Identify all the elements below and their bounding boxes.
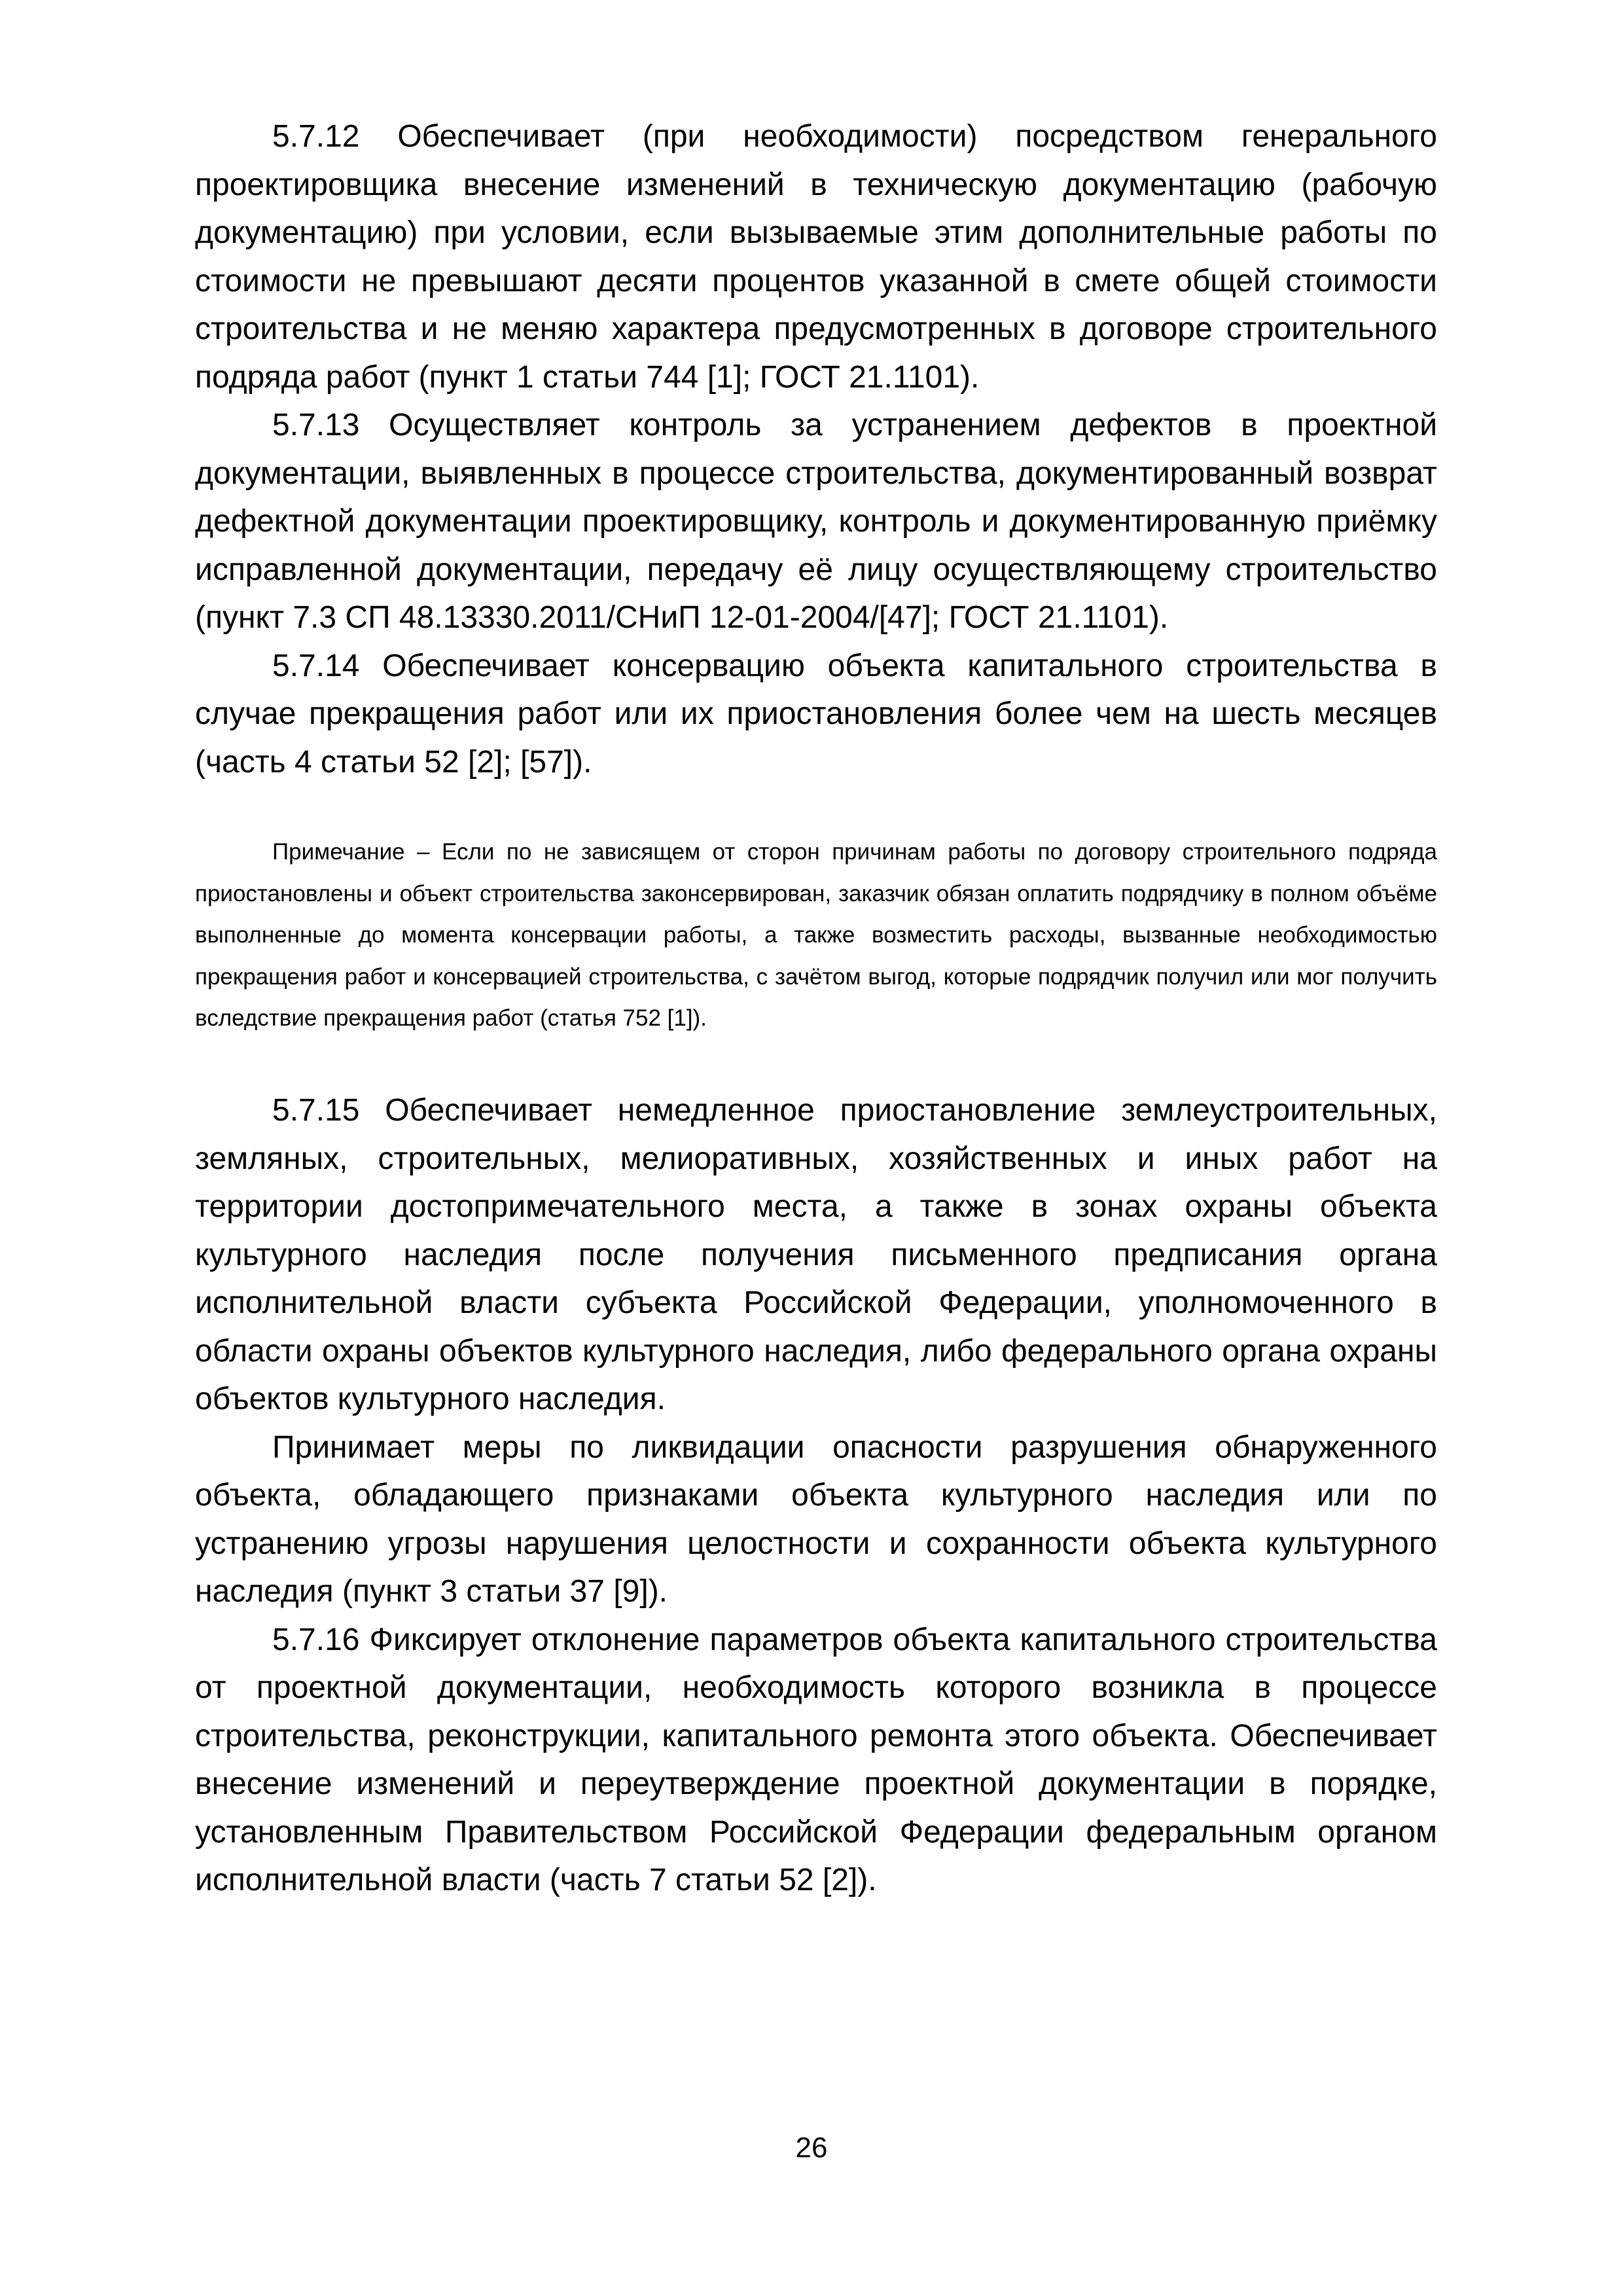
section-5-7-15-16 <box>195 1086 1437 1905</box>
section-5-7-12-13-14 <box>195 113 1437 786</box>
paragraph-5-7-15: 5.7.15 Обеспечивает немедленное приостановление землеустроительных, земляных, строительных, мелиоративных, хозяйственных и иных работ на территории достопримечательного места, а также в зонах охраны объекта культурного наследия после получения письменного предписания органа исполнительной власти субъекта Российской Федерации, уполномоченного в области охраны объектов культурного наследия, либо федерального органа охраны объектов культурного наследия. <box>195 1093 1437 1416</box>
paragraph-5-7-14: 5.7.14 Обеспечивает консервацию объекта капитального строительства в случае прекращения работ или их приостановления более чем на шесть месяцев (часть 4 статьи 52 [2]; [57]). <box>195 648 1437 780</box>
paragraph-5-7-16: 5.7.16 Фиксирует отклонение параметров объекта капитального строительства от проектной документации, необходимость которого возникла в процессе строительства, реконструкции, капитального ремонта этого объекта. Обеспечивает внесение изменений и переутверждение проектной документации в порядке, установленным Правительством Российской Федерации федеральным органом исполнительной власти (часть 7 статьи 52 [2]). <box>195 1622 1437 1897</box>
paragraph-5-7-12: 5.7.12 Обеспечивает (при необходимости) посредством генерального проектировщика внесение изменений в техническую документацию (рабочую документацию) при условии, если вызываемые этим дополнительные работы по стоимости не превышают десяти процентов указанной в смете общей стоимости строительства и не меняю характера предусмотренных в договоре строительного подряда работ (пункт 1 статьи 744 [1]; ГОСТ 21.1101). <box>195 119 1437 395</box>
paragraph-5-7-15-continued: Принимает меры по ликвидации опасности разрушения обнаруженного объекта, обладающего признаками объекта культурного наследия или по устранению угрозы нарушения целостности и сохранности объекта культурного наследия (пункт 3 статьи 37 [9]). <box>195 1429 1437 1609</box>
note-paragraph: Примечание – Если по не зависящем от сторон причинам работы по договору строительного подряда приостановлены и объект строительства законсервирован, заказчик обязан оплатить подрядчику в полном объёме выполненные до момента консервации работы, а также возместить расходы, вызванные необходимостью прекращения работ и консервацией строительства, с зачётом выгод, которые подрядчик получил или мог получить вследствие прекращения работ (статья 752 [1]). <box>195 839 1437 1031</box>
paragraph-5-7-13: 5.7.13 Осуществляет контроль за устранением дефектов в проектной документации, выявленных в процессе строительства, документированный возврат дефектной документации проектировщику, контроль и документированную приёмку исправленной документации, передачу её лицу осуществляющему строительство (пункт 7.3 СП 48.13330.2011/СНиП 12-01-2004/[47]; ГОСТ 21.1101). <box>195 408 1437 635</box>
page-number: 26 <box>795 2132 828 2164</box>
